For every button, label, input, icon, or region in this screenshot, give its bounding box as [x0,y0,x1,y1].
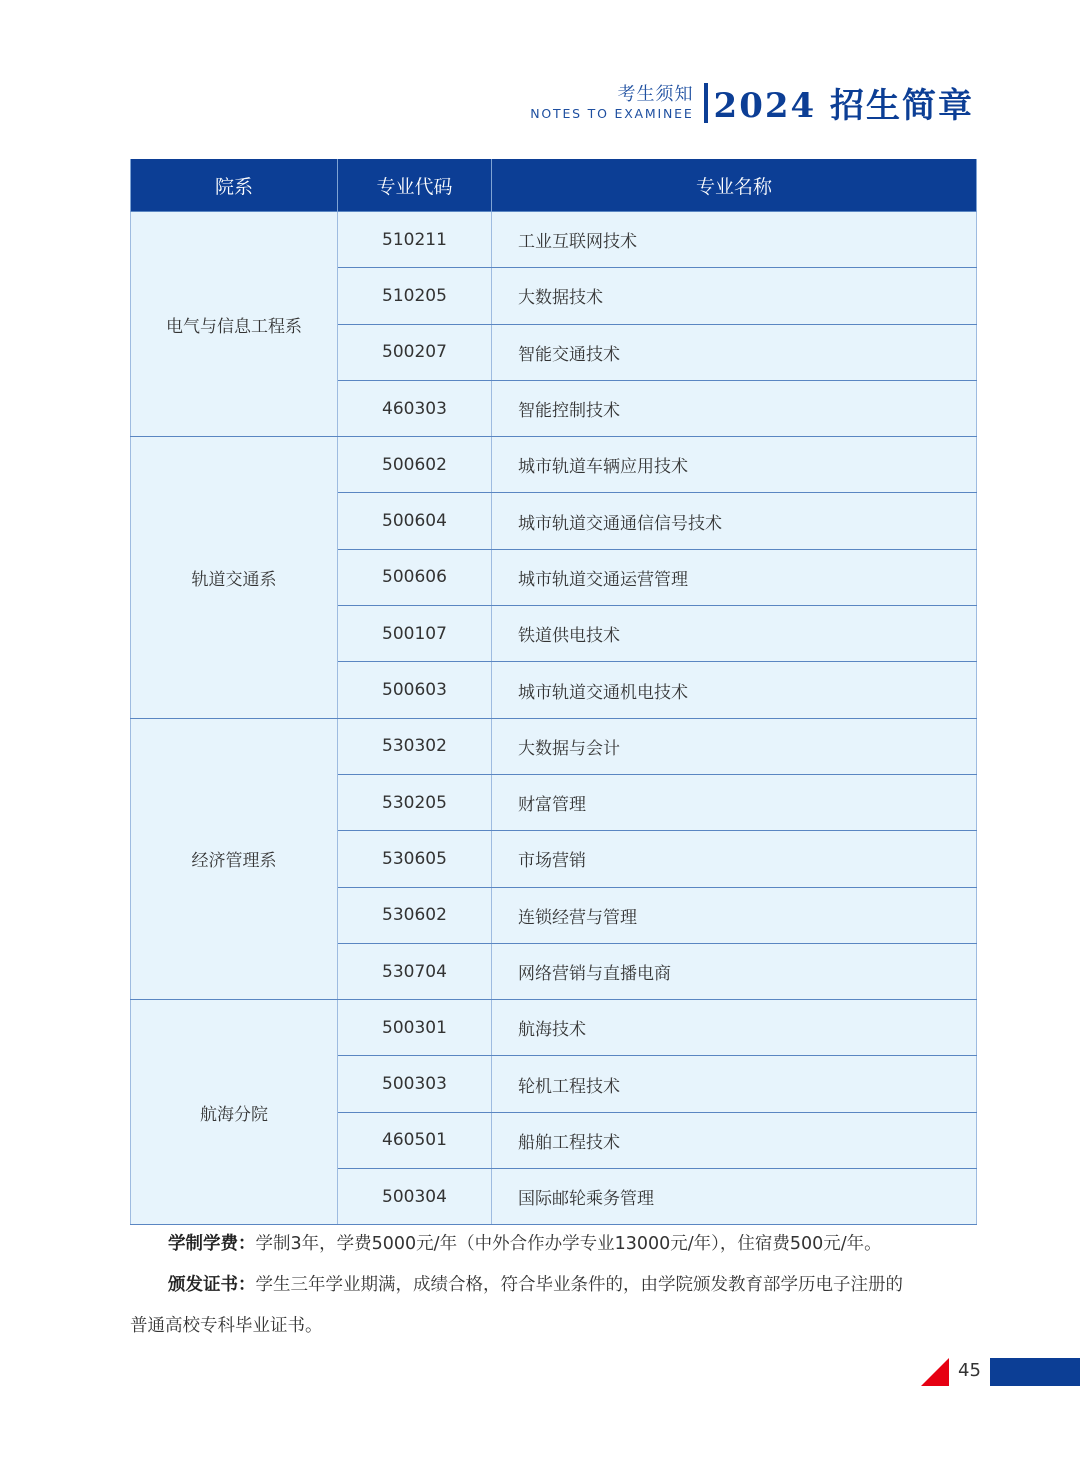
footer-blue-bar [990,1358,1080,1386]
certificate-paragraph [130,1265,980,1306]
header-divider [704,83,708,123]
dept-cell: 经济管理系 [131,718,338,999]
code-cell: 460501 [338,1112,492,1168]
code-cell: 500107 [338,606,492,662]
code-cell: 500304 [338,1169,492,1225]
code-cell: 500602 [338,437,492,493]
major-name-cell: 大数据与会计 [492,718,977,774]
brochure-title: 2024 招生简章 [713,86,974,126]
major-name-cell: 船舶工程技术 [492,1112,977,1168]
certificate-paragraph-cont: 普通高校专科毕业证书。 [130,1316,323,1336]
major-name-cell: 铁道供电技术 [492,606,977,662]
code-cell: 530605 [338,831,492,887]
major-name-cell: 轮机工程技术 [492,1056,977,1112]
code-cell: 500207 [338,324,492,380]
section-title-cn: 考生须知 [617,83,694,105]
notes-section [130,1224,980,1347]
code-cell: 530602 [338,887,492,943]
page-number: 45 [958,1360,981,1381]
code-cell: 460303 [338,380,492,436]
certificate-text: 学生三年学业期满，成绩合格，符合毕业条件的，由学院颁发教育部学历电子注册的 [255,1275,903,1295]
page-header [530,78,974,127]
major-name-cell: 市场营销 [492,831,977,887]
code-cell: 500303 [338,1056,492,1112]
table-row [131,718,977,774]
tuition-paragraph [130,1224,980,1265]
table-header-row [131,159,977,212]
code-cell: 530205 [338,774,492,830]
footer-red-triangle [921,1358,949,1386]
code-cell: 510211 [338,212,492,268]
code-cell: 530704 [338,943,492,999]
table-row [131,212,977,268]
major-name-cell: 智能控制技术 [492,380,977,436]
certificate-label: 颁发证书： [168,1275,256,1295]
code-cell: 530302 [338,718,492,774]
code-cell: 500604 [338,493,492,549]
tuition-label: 学制学费： [168,1234,256,1254]
section-label [530,84,693,122]
code-cell: 500301 [338,1000,492,1056]
dept-cell: 电气与信息工程系 [131,212,338,437]
tuition-text: 学制3年，学费5000元/年（中外合作办学专业13000元/年），住宿费500元/年。 [255,1234,882,1254]
major-name-cell: 航海技术 [492,1000,977,1056]
major-name-cell: 智能交通技术 [492,324,977,380]
column-header-code: 专业代码 [338,159,492,212]
table-row [131,437,977,493]
major-name-cell: 城市轨道交通运营管理 [492,549,977,605]
column-header-dept: 院系 [131,159,338,212]
dept-cell: 轨道交通系 [131,437,338,718]
major-name-cell: 连锁经营与管理 [492,887,977,943]
major-name-cell: 城市轨道交通通信信号技术 [492,493,977,549]
major-name-cell: 大数据技术 [492,268,977,324]
code-cell: 500606 [338,549,492,605]
column-header-name: 专业名称 [492,159,977,212]
major-name-cell: 城市轨道交通机电技术 [492,662,977,718]
major-name-cell: 网络营销与直播电商 [492,943,977,999]
major-name-cell: 城市轨道车辆应用技术 [492,437,977,493]
code-cell: 510205 [338,268,492,324]
major-name-cell: 工业互联网技术 [492,212,977,268]
major-name-cell: 财富管理 [492,774,977,830]
section-title-en: NOTES TO EXAMINEE [530,105,694,121]
major-name-cell: 国际邮轮乘务管理 [492,1169,977,1225]
majors-table [130,159,977,1225]
dept-cell: 航海分院 [131,1000,338,1225]
code-cell: 500603 [338,662,492,718]
table-row [131,1000,977,1056]
